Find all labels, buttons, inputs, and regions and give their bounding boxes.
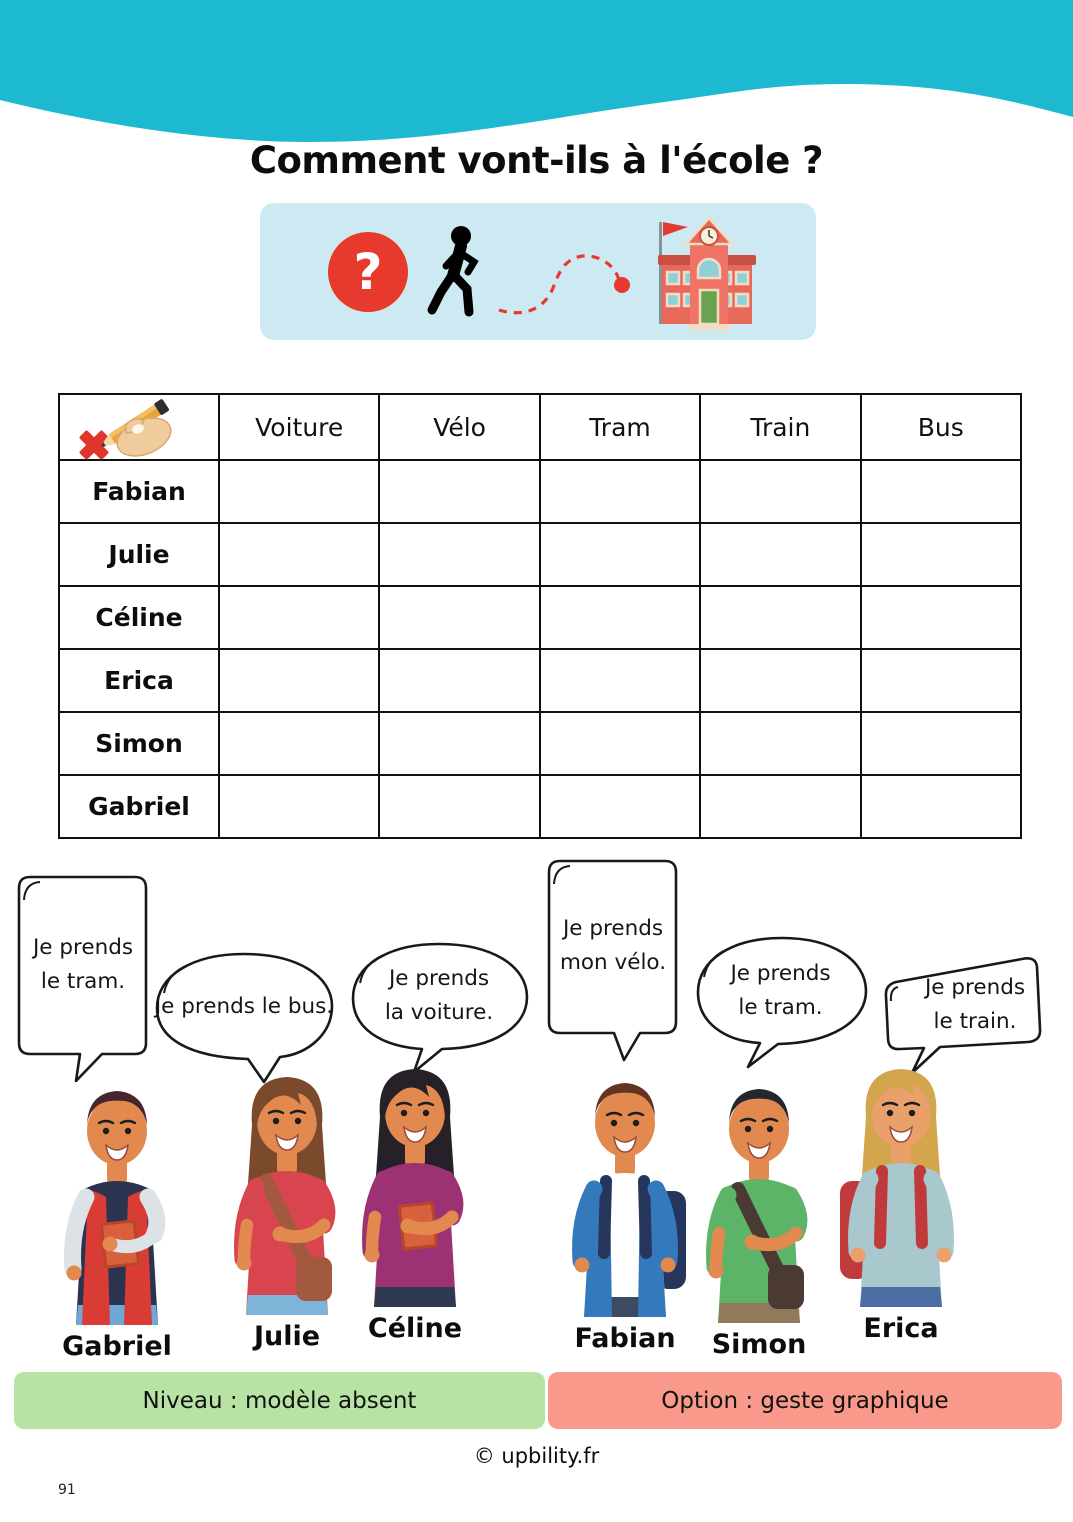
- speech-bubble-text: Je prends le tram.: [32, 934, 134, 994]
- speech-bubble: [688, 933, 873, 1073]
- character-gabriel: [52, 1073, 182, 1362]
- table-row: [59, 460, 1021, 523]
- speech-bubble: [14, 873, 152, 1085]
- character-illustration: [560, 1065, 690, 1317]
- character-simon: [694, 1071, 824, 1360]
- wave-shape: [0, 0, 1073, 142]
- answer-cell[interactable]: [700, 775, 860, 838]
- answer-cell[interactable]: [861, 586, 1021, 649]
- answer-cell[interactable]: [540, 523, 700, 586]
- answer-cell[interactable]: [861, 649, 1021, 712]
- instruction-box: [260, 203, 816, 340]
- column-header-tram: Tram: [540, 394, 700, 460]
- answer-cell[interactable]: [219, 460, 379, 523]
- school-building-icon: [646, 212, 768, 332]
- table-row: [59, 649, 1021, 712]
- answer-cell[interactable]: [540, 460, 700, 523]
- answer-cell[interactable]: [700, 649, 860, 712]
- column-header-velo: Vélo: [379, 394, 539, 460]
- site-credit: © upbility.fr: [473, 1444, 600, 1468]
- answer-cell[interactable]: [219, 586, 379, 649]
- row-label-simon: Simon: [59, 712, 219, 775]
- answer-cell[interactable]: [700, 460, 860, 523]
- table-row: [59, 523, 1021, 586]
- answer-cell[interactable]: [700, 712, 860, 775]
- speech-bubble: [544, 857, 682, 1065]
- transport-table: [58, 393, 1022, 839]
- speech-bubble-text: Je prends le train.: [924, 974, 1026, 1034]
- page-number: 91: [58, 1482, 76, 1498]
- character-name-label: Fabian: [574, 1323, 676, 1354]
- answer-cell[interactable]: [219, 712, 379, 775]
- answer-cell[interactable]: [861, 712, 1021, 775]
- row-label-fabian: Fabian: [59, 460, 219, 523]
- character-name-label: Julie: [253, 1321, 321, 1352]
- character-name-label: Céline: [367, 1313, 463, 1344]
- column-header-bus: Bus: [861, 394, 1021, 460]
- speech-bubble-text: Je prends le bus.: [154, 993, 334, 1019]
- speech-bubble-text: Je prends le tram.: [730, 960, 831, 1020]
- column-header-train: Train: [700, 394, 860, 460]
- header-wave: [0, 0, 1073, 150]
- row-label-gabriel: Gabriel: [59, 775, 219, 838]
- column-header-voiture: Voiture: [219, 394, 379, 460]
- answer-cell[interactable]: [540, 775, 700, 838]
- worksheet-title: Comment vont-ils à l'école ?: [249, 139, 824, 182]
- characters-scene: [0, 855, 1073, 1375]
- answer-cell[interactable]: [219, 775, 379, 838]
- character-illustration: [694, 1071, 824, 1323]
- answer-cell[interactable]: [700, 523, 860, 586]
- character-illustration: [222, 1063, 352, 1315]
- hand-writing-x-icon: [68, 379, 194, 471]
- speech-bubble-text: Je prends mon vélo.: [559, 915, 667, 975]
- answer-cell[interactable]: [379, 712, 539, 775]
- option-banner: [548, 1372, 1062, 1429]
- table-corner-cell: [59, 394, 219, 460]
- row-label-erica: Erica: [59, 649, 219, 712]
- answer-cell[interactable]: [540, 712, 700, 775]
- question-mark-icon: ?: [328, 232, 408, 312]
- row-label-julie: Julie: [59, 523, 219, 586]
- answer-cell[interactable]: [861, 460, 1021, 523]
- answer-cell[interactable]: [219, 649, 379, 712]
- character-name-label: Erica: [863, 1313, 939, 1344]
- character-erica: [836, 1055, 966, 1344]
- dashed-route-icon: [495, 222, 635, 322]
- option-banner-label: Option : geste graphique: [661, 1387, 949, 1414]
- answer-cell[interactable]: [540, 649, 700, 712]
- answer-cell[interactable]: [379, 460, 539, 523]
- table-row: [59, 586, 1021, 649]
- character-name-label: Gabriel: [62, 1331, 172, 1362]
- answer-cell[interactable]: [379, 649, 539, 712]
- table-row: [59, 775, 1021, 838]
- character-celine: [350, 1055, 480, 1344]
- table-header-row: [59, 394, 1021, 460]
- answer-cell[interactable]: [861, 775, 1021, 838]
- character-julie: [222, 1063, 352, 1352]
- level-banner-label: Niveau : modèle absent: [142, 1387, 417, 1414]
- answer-cell[interactable]: [861, 523, 1021, 586]
- speech-bubble-text: Je prends la voiture.: [384, 965, 494, 1025]
- answer-cell[interactable]: [379, 775, 539, 838]
- character-illustration: [836, 1055, 966, 1307]
- level-banner: [14, 1372, 545, 1429]
- row-label-celine: Céline: [59, 586, 219, 649]
- character-fabian: [560, 1065, 690, 1354]
- character-illustration: [350, 1055, 480, 1307]
- answer-cell[interactable]: [540, 586, 700, 649]
- table-row: [59, 712, 1021, 775]
- answer-cell[interactable]: [379, 586, 539, 649]
- character-illustration: [52, 1073, 182, 1325]
- answer-cell[interactable]: [219, 523, 379, 586]
- answer-cell[interactable]: [379, 523, 539, 586]
- answer-cell[interactable]: [700, 586, 860, 649]
- character-name-label: Simon: [711, 1329, 807, 1360]
